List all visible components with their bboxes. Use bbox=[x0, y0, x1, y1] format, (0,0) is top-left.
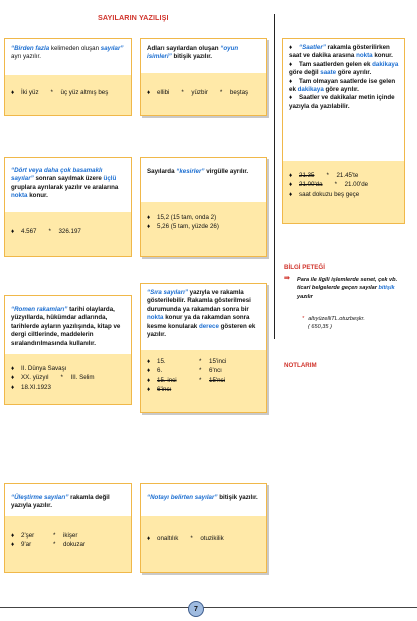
rule-text: Adları sayılardan oluşan “oyun isimleri” bitişik yazılır. bbox=[141, 39, 266, 65]
footer-line bbox=[0, 607, 417, 608]
column-divider bbox=[274, 14, 275, 339]
example-box: ♦ İki yüz * üç yüz altmış beş bbox=[5, 75, 131, 115]
example-box: ♦ onaltılık * otuzikilik bbox=[141, 516, 266, 572]
notes-title: NOTLARIM bbox=[284, 362, 317, 369]
example-box: ♦ 4.567 * 326.197 bbox=[5, 212, 131, 256]
example-box: ♦ ellibi * yüzbir * beştaş bbox=[141, 73, 266, 115]
rule-text: “Dört veya daha çok basamaklı sayılar” sonran sayılmak üzere üçlü gruplara ayrılarak yazılır ve aralarına nokta konur. bbox=[5, 158, 131, 204]
rule-card-clock bbox=[282, 38, 405, 224]
page-title: SAYILARIN YAZILIŞI bbox=[98, 13, 169, 22]
rule-card-ordinals bbox=[140, 283, 267, 413]
rule-text: “Sıra sayıları” yazıyla ve rakamla gösterilebilir. Rakamla gösterilmesi durumunda ya rakamdan sonra bir nokta konur ya da rakamdan sonra kesme konularak derece gösteren ek yazılır. bbox=[141, 284, 266, 342]
page-number: 7 bbox=[188, 601, 204, 617]
rule-card-distributive bbox=[4, 483, 132, 573]
rule-text: “Birden fazla kelimeden oluşan sayılar” ayrı yazılır. bbox=[5, 39, 131, 65]
rule-card-game-names bbox=[140, 38, 267, 116]
info-text: Para ile ilgili işlemlerde senet, çek vb. ticari belgelerde geçen sayılar bitişik yazılır bbox=[297, 277, 398, 300]
example-box: ♦ 21.35 * 21.45'te ♦ 21.00'da * 21.00'de ♦ saat dokuzu beş geçe bbox=[283, 161, 404, 223]
star-icon: * bbox=[302, 316, 305, 322]
arrow-right-icon: ⇛ bbox=[284, 275, 290, 282]
rule-text: “Romen rakamları” tarihi olaylarda, yüzyıllarda, hükümdar adlarında, tarihlerde ayların yazılışında, kitap ve dergi ciltlerinde, maddelerin sıralandırılmasında kullanılır. bbox=[5, 296, 131, 351]
example-box: ♦ 2'şer * ikişer ♦ 9'ar * dokuzar bbox=[5, 516, 131, 572]
rule-card-notes bbox=[140, 483, 267, 573]
rule-card-roman bbox=[4, 295, 132, 405]
example-box: ♦ II. Dünya Savaşı ♦ XX. yüzyıl * III. Selim ♦ 18.XI.1923 bbox=[5, 354, 131, 404]
info-example: * altıyüzelliTL.otuzbeşkr. ( 650,35 ) bbox=[302, 316, 365, 330]
rule-text: Sayılarda “kesirler” virgülle ayrılır. bbox=[141, 158, 266, 179]
rule-card-digit-groups bbox=[4, 157, 132, 257]
rule-card-multiword bbox=[4, 38, 132, 116]
example-box: ♦ 15,2 (15 tam, onda 2) ♦ 5,26 (5 tam, yüzde 26) bbox=[141, 202, 266, 256]
rule-text: “Notayı belirten sayılar” bitişik yazılır. bbox=[141, 484, 266, 505]
rule-text: ♦ “Saatler” rakamla gösterilirken saat ve dakika arasına nokta konur. ♦ Tam saatlerden gelen ek dakikaya göre değil saate göre ayrılır. ♦ Tam olmayan saatlerde ise gelen ek dakikaya göre ayrılır. ♦ Saatler ve dakikalar metin içinde yazıyla da yazılabilir. bbox=[283, 39, 404, 114]
rule-text: “Üleştirme sayıları” rakamla değil yazıyla yazılır. bbox=[5, 484, 131, 514]
info-title: BİLGİ PETEĞİ bbox=[284, 264, 325, 271]
rule-card-fractions bbox=[140, 157, 267, 257]
example-box: ♦ 15. * 15'inci ♦ 6. * 6'ncı ♦ 15. inci * 15'nci ♦ 6'incı bbox=[141, 350, 266, 412]
